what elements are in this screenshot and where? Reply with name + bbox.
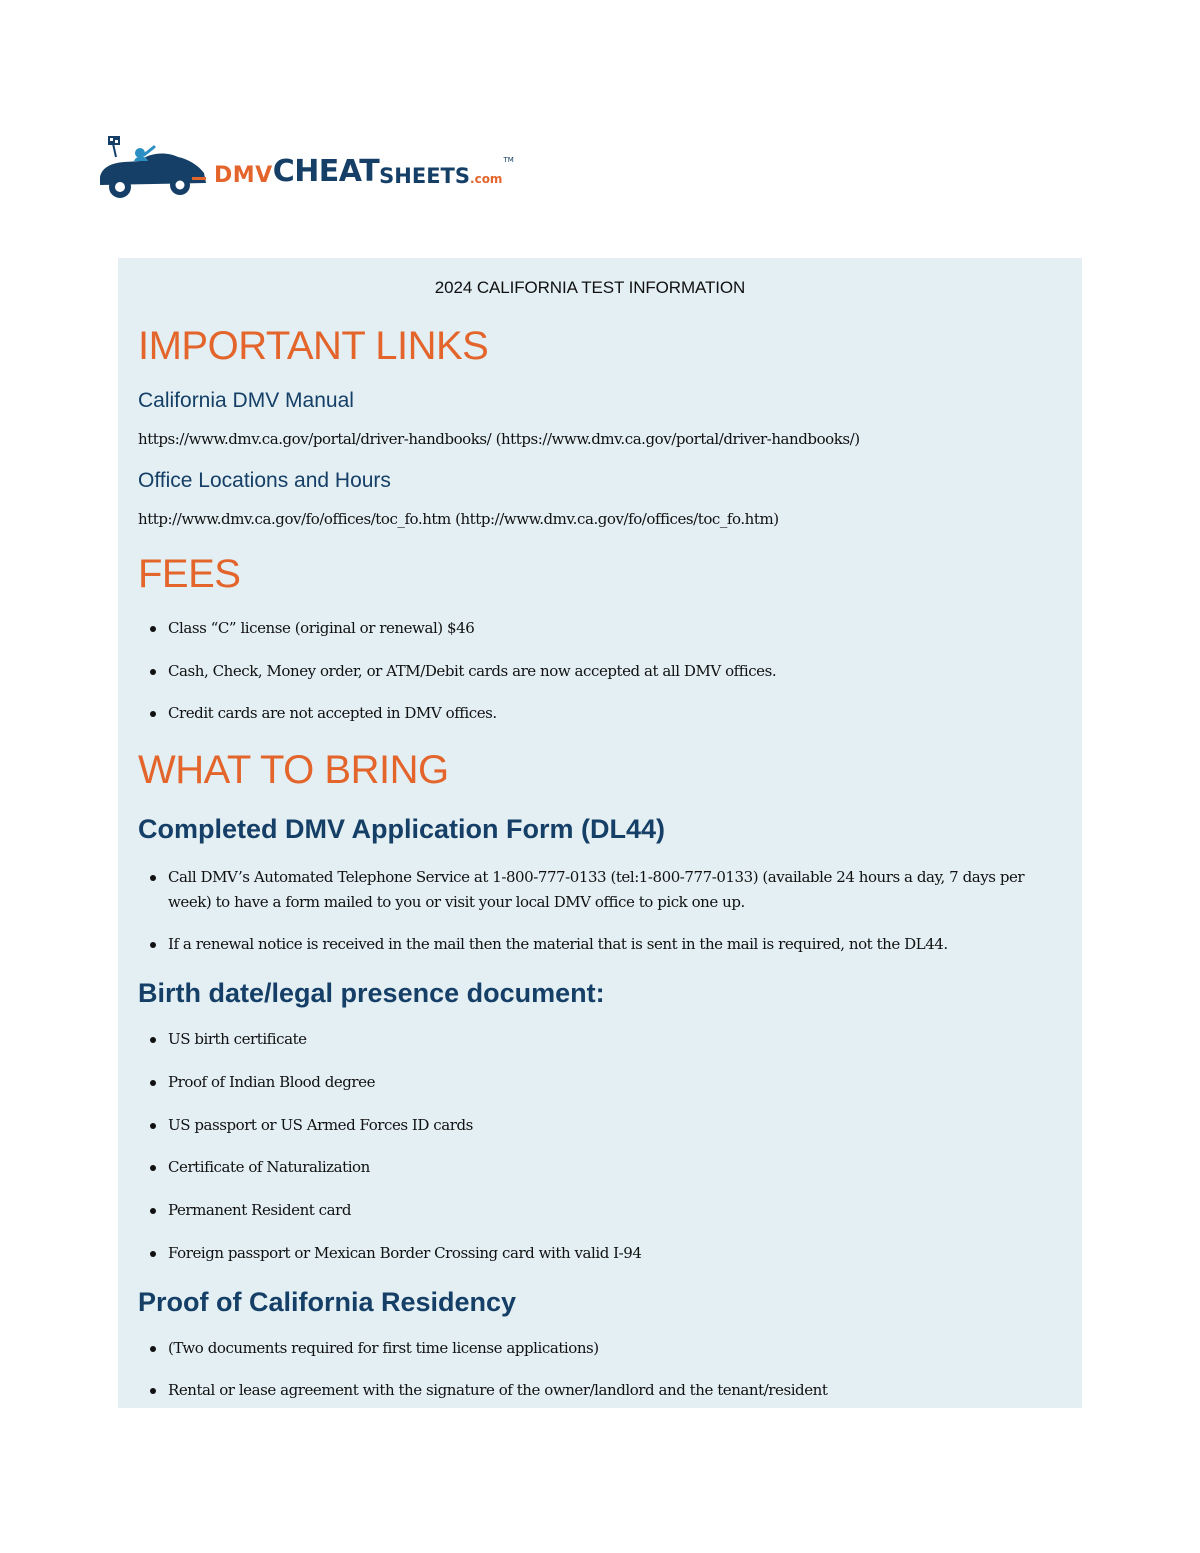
list-item: (Two documents required for first time license applications) <box>150 1336 1050 1361</box>
bullet-icon <box>150 1165 156 1171</box>
list-item: US passport or US Armed Forces ID cards <box>150 1113 1050 1138</box>
link-dmv-manual[interactable]: https://www.dmv.ca.gov/portal/driver-handbooks/ (https://www.dmv.ca.gov/portal/driver-handbooks/) <box>138 430 860 448</box>
list-item: Call DMV’s Automated Telephone Service at 1-800-777-0133 (tel:1-800-777-0133) (available 24 hours a day, 7 days per week) to have a form mailed to you or visit your local DMV office to pick one up. <box>150 865 1050 915</box>
list-item: Foreign passport or Mexican Border Crossing card with valid I-94 <box>150 1241 1050 1266</box>
bullet-icon <box>150 669 156 675</box>
bullet-icon <box>150 711 156 717</box>
bullet-icon <box>150 1123 156 1129</box>
list-item: Certificate of Naturalization <box>150 1155 1050 1180</box>
bullet-icon <box>150 1080 156 1086</box>
bullet-icon <box>150 1037 156 1043</box>
list-item: Proof of Indian Blood degree <box>150 1070 1050 1095</box>
logo-cheat: CHEAT <box>272 154 380 189</box>
content-panel <box>118 258 1082 1408</box>
list-item: Rental or lease agreement with the signature of the owner/landlord and the tenant/resident <box>150 1378 1050 1403</box>
list-item: Permanent Resident card <box>150 1198 1050 1223</box>
section-heading-application-form: Completed DMV Application Form (DL44) <box>138 814 666 844</box>
bullet-icon <box>150 1208 156 1214</box>
link-label-office-locations: Office Locations and Hours <box>138 469 391 492</box>
document-title: 2024 CALIFORNIA TEST INFORMATION <box>434 278 746 297</box>
bullet-icon <box>150 875 156 881</box>
bullet-icon <box>150 1388 156 1394</box>
list-item: If a renewal notice is received in the mail then the material that is sent in the mail is required, not the DL44. <box>150 932 1050 957</box>
list-item: US birth certificate <box>150 1027 1050 1052</box>
list-item: Cash, Check, Money order, or ATM/Debit cards are now accepted at all DMV offices. <box>150 659 1050 684</box>
fees-heading: FEES <box>138 552 241 596</box>
logo-dmv: DMV <box>214 163 273 188</box>
bullet-icon <box>150 626 156 632</box>
important-links-heading: IMPORTANT LINKS <box>138 324 489 368</box>
section-heading-residency: Proof of California Residency <box>138 1287 517 1317</box>
car-logo-icon <box>96 133 208 203</box>
logo-com: .com <box>470 172 503 186</box>
what-to-bring-heading: WHAT TO BRING <box>138 748 449 792</box>
bullet-icon <box>150 1346 156 1352</box>
bullet-icon <box>150 1251 156 1257</box>
logo-sheets: SHEETS <box>379 164 471 188</box>
section-heading-birth-date: Birth date/legal presence document: <box>138 978 605 1008</box>
logo-wordmark <box>214 154 514 189</box>
list-item: Class “C” license (original or renewal) $46 <box>150 616 1050 641</box>
bullet-icon <box>150 942 156 948</box>
dmv-cheatsheets-logo[interactable] <box>96 132 636 204</box>
link-office-locations[interactable]: http://www.dmv.ca.gov/fo/offices/toc_fo.htm (http://www.dmv.ca.gov/fo/offices/toc_fo.htm) <box>138 510 779 528</box>
link-label-dmv-manual: California DMV Manual <box>138 389 354 412</box>
list-item: Credit cards are not accepted in DMV offices. <box>150 701 1050 726</box>
logo-tm: TM <box>503 156 514 164</box>
